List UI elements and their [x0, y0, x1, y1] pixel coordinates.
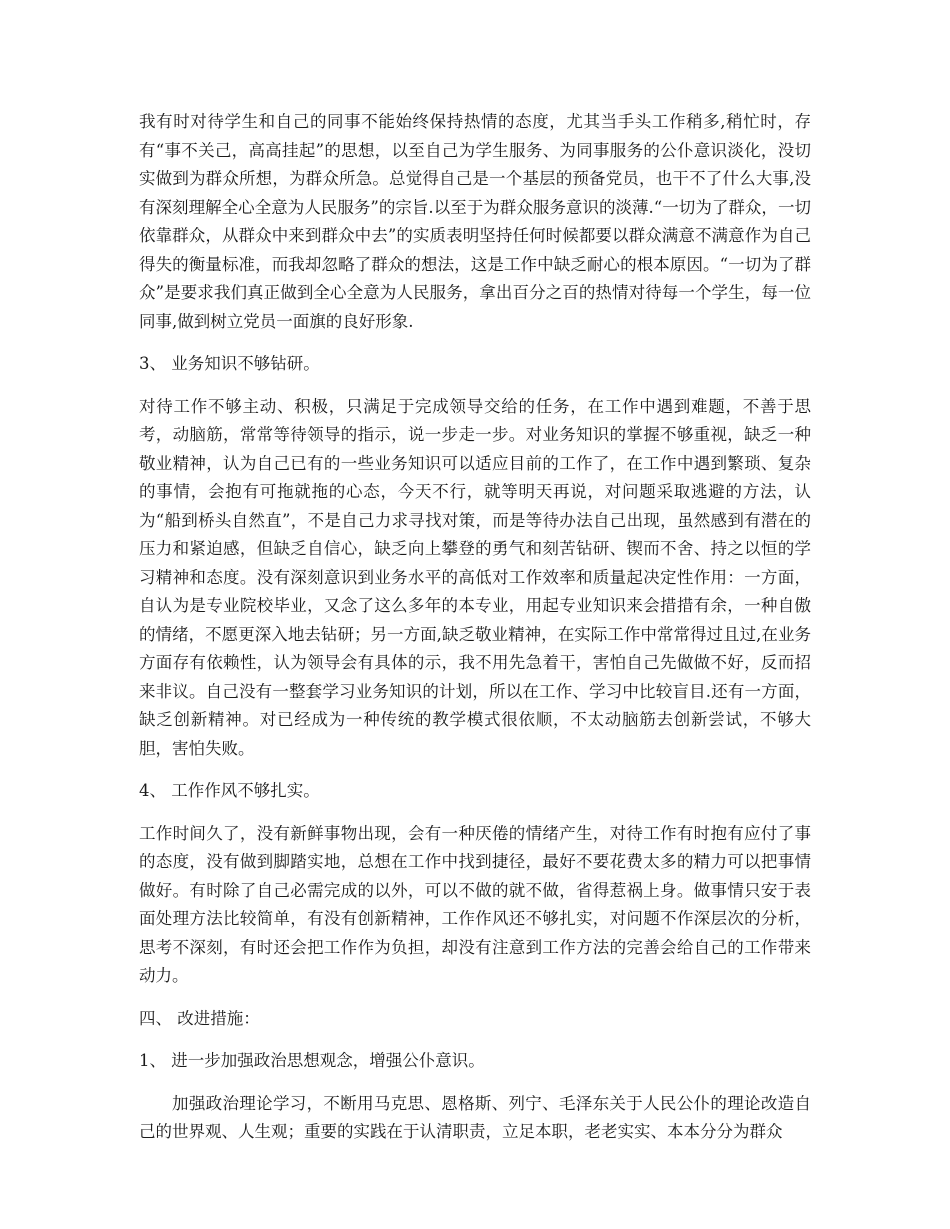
paragraph-work-style: 工作时间久了，没有新鲜事物出现，会有一种厌倦的情绪产生，对待工作有时抱有应付了事的态度，没有做到脚踏实地，总想在工作中找到捷径，最好不要花费太多的精力可以把事情做好。有时除了自己必需完成的以外，可以不做的就不做，省得惹祸上身。做事情只安于表面处理方法比较简单，有没有创新精神，工作作风还不够扎实，对问题不作深层次的分析，思考不深刻，有时还会把工作作为负担，却没有注意到工作方法的完善会给自己的工作带来动力。: [139, 823, 811, 985]
document-page: [139, 108, 811, 1161]
paragraph-business-knowledge: 对待工作不够主动、积极，只满足于完成领导交给的任务，在工作中遇到难题，不善于思考，动脑筋，常常等待领导的指示，说一步走一步。对业务知识的掌握不够重视，缺乏一种敬业精神，认为自己已有的一些业务知识可以适应目前的工作了，在工作中遇到繁琐、复杂的事情，会抱有可拖就拖的心态，今天不行，就等明天再说，对问题采取逃避的方法，认为“船到桥头自然直”，不是自己力求寻找对策，而是等待办法自己出现，虽然感到有潜在的压力和紧迫感，但缺乏自信心，缺乏向上攀登的勇气和刻苦钻研、锲而不舍、持之以恒的学习精神和态度。没有深刻意识到业务水平的高低对工作效率和质量起决定性作用：一方面，自认为是专业院校毕业，又念了这么多年的本专业，用起专业知识来会措措有余，一种自傲的情绪，不愿更深入地去钻研；另一方面,缺乏敬业精神，在实际工作中常常得过且过,在业务方面存有依赖性，认为领导会有具体的示，我不用先急着干，害怕自己先做做不好，反而招来非议。自己没有一整套学习业务知识的计划，所以在工作、学习中比较盲目.还有一方面，缺乏创新精神。对已经成为一种传统的教学模式很依顺，不太动脑筋去创新尝试，不够大胆，害怕失败。: [139, 396, 811, 758]
heading-political-awareness: 1、 进一步加强政治思想观念，增强公仆意识。: [139, 1051, 485, 1070]
heading-improvement-measures: 四、 改进措施：: [139, 1008, 260, 1028]
heading-business-knowledge: 3、 业务知识不够钻研。: [139, 354, 320, 373]
paragraph-political-study: 加强政治理论学习，不断用马克思、恩格斯、列宁、毛泽东关于人民公仆的理论改造自己的世界观、人生观；重要的实践在于认清职责，立足本职，老老实实、本本分分为群众: [139, 1093, 811, 1141]
heading-work-style: 4、 工作作风不够扎实。: [139, 781, 320, 800]
paragraph-public-service-attitude: 我有时对待学生和自己的同事不能始终保持热情的态度，尤其当手头工作稍多,稍忙时，存有“事不关己，高高挂起”的思想，以至自己为学生服务、为同事服务的公仆意识淡化，没切实做到为群众所想，为群众所急。总觉得自己是一个基层的预备党员，也干不了什么大事,没有深刻理解全心全意为人民服务”的宗旨.以至于为群众服务意识的淡薄.“一切为了群众，一切依靠群众，从群众中来到群众中去”的实质表明坚持任何时候都要以群众满意不满意作为自己得失的衡量标准，而我却忽略了群众的想法，这是工作中缺乏耐心的根本原因。“一切为了群众”是要求我们真正做到全心全意为人民服务，拿出百分之百的热情对待每一个学生，每一位同事,做到树立党员一面旗的良好形象.: [139, 112, 811, 331]
